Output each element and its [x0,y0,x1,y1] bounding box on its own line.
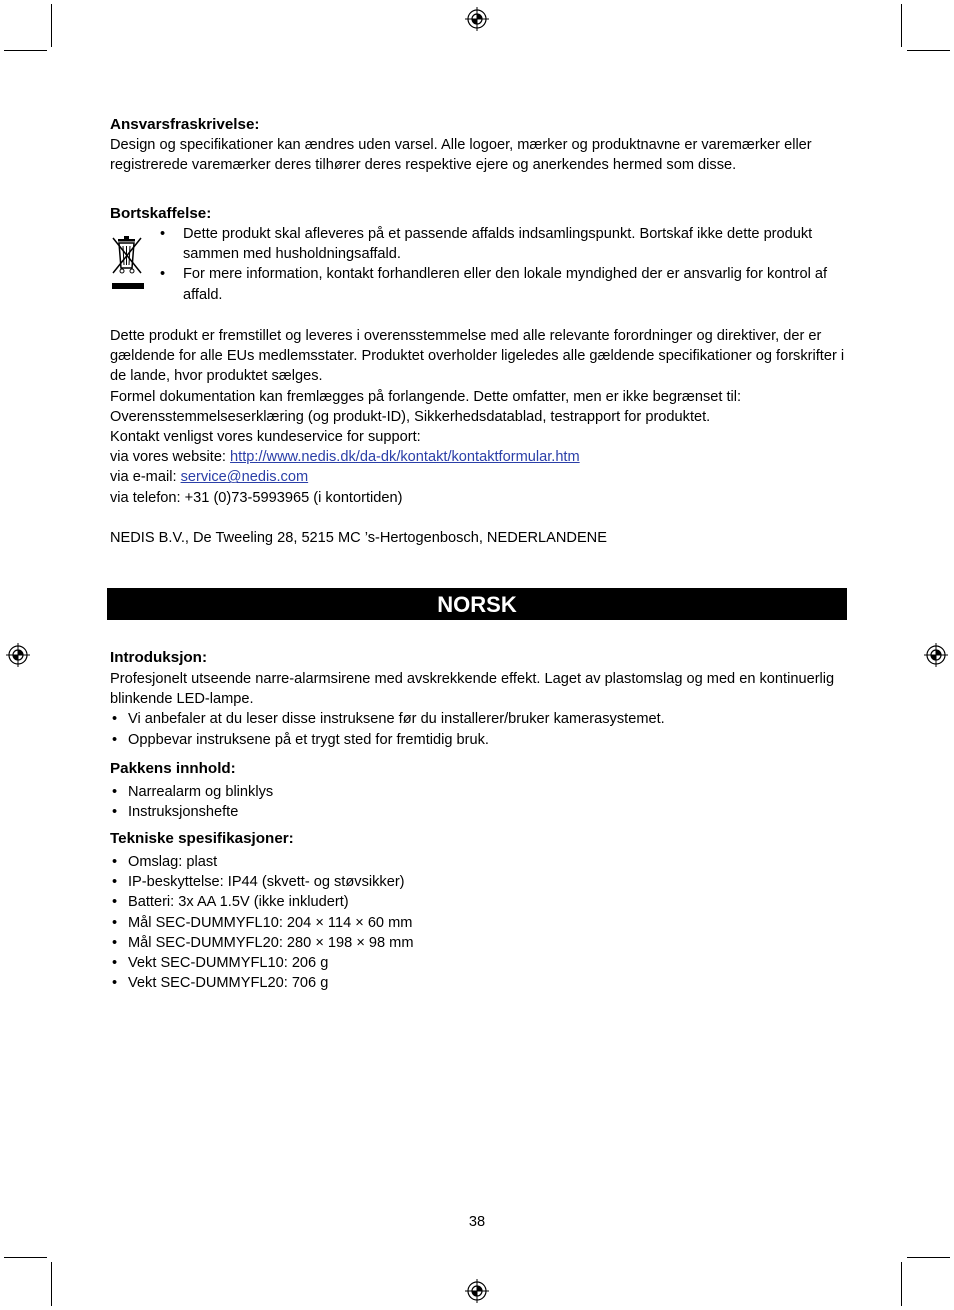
package-section [110,759,850,822]
registration-mark-icon [465,1279,489,1303]
list-item: • Vekt SEC-DUMMYFL10: 206 g [110,953,850,973]
list-item: • IP-beskyttelse: IP44 (skvett- og støvsikker) [110,872,850,892]
disclaimer-text: Design og specifikationer kan ændres uden varsel. Alle logoer, mærker og produktnavne er varemærker eller registrerede varemærker deres tilhører deres respektive ejere og anerkendes hermed som disse. [110,137,812,174]
intro-section [110,648,850,750]
registration-mark-icon [465,7,489,31]
website-prefix: via vores website: [110,449,231,466]
list-item: • Mål SEC-DUMMYFL10: 204 × 114 × 60 mm [110,913,850,933]
package-list [110,782,850,822]
company-address: NEDIS B.V., De Tweeling 28, 5215 MC ’s-Hertogenbosch, NEDERLANDENE [110,530,607,546]
intro-text: Profesjonelt utseende narre-alarmsirene med avskrekkende effekt. Laget av plastomslag og med en kontinuerlig blinkende LED-lampe. [110,671,835,708]
list-item: • Vi anbefaler at du leser disse instruksene før du installerer/bruker kamerasystemet. [110,709,850,729]
registration-mark-icon [924,643,948,667]
address-section [110,528,850,548]
list-item: • Mål SEC-DUMMYFL20: 280 × 198 × 98 mm [110,933,850,953]
specs-heading: Tekniske spesifikasjoner: [110,830,294,847]
specs-section [110,829,850,993]
phone-line: via telefon: +31 (0)73-5993965 (i kontortiden) [110,489,403,506]
specs-list [110,852,850,993]
crop-mark [4,1257,47,1258]
email-line [110,467,850,487]
crop-mark [51,1262,52,1306]
website-line [110,447,850,467]
compliance-section [110,326,850,508]
compliance-text: Dette produkt er fremstillet og leveres i overensstemmelse med alle relevante forordninger og direktiver, der er gældende for alle EUs medlemsstater. Produktet overholder ligeledes alle gældende specifikationer og forskrifter i de lande, hvor produktet sælges. [110,328,845,385]
crop-mark [907,50,950,51]
intro-heading: Introduksjon: [110,649,208,666]
list-item: • Narrealarm og blinklys [110,782,850,802]
list-item: • For mere information, kontakt forhandleren eller den lokale myndighed der er ansvarlig for kontrol af affald. [110,264,850,304]
list-item: • Dette produkt skal afleveres på et passende affalds indsamlingspunkt. Bortskaf ikke dette produkt sammen med husholdningsaffald. [110,224,850,264]
list-item: • Vekt SEC-DUMMYFL20: 706 g [110,973,850,993]
package-heading: Pakkens innhold: [110,760,236,777]
language-banner: NORSK [107,588,847,620]
email-link[interactable]: service@nedis.com [180,469,309,486]
crop-mark [907,1257,950,1258]
list-item: • Batteri: 3x AA 1.5V (ikke inkludert) [110,892,850,912]
list-item: • Oppbevar instruksene på et trygt sted for fremtidig bruk. [110,730,850,750]
disclaimer-heading: Ansvarsfraskrivelse: [110,116,260,133]
crop-mark [901,1262,902,1306]
compliance-text: Kontakt venligst vores kundeservice for support: [110,429,421,446]
crop-mark [901,4,902,47]
email-prefix: via e-mail: [110,469,181,486]
crop-mark [51,4,52,47]
crop-mark [4,50,47,51]
intro-list [110,709,850,749]
disposal-section [110,204,850,305]
website-link[interactable]: http://www.nedis.dk/da-dk/kontakt/kontaktformular.htm [230,449,580,466]
disclaimer-section [110,115,850,175]
registration-mark-icon [6,643,30,667]
crossed-out-bin-icon [110,235,146,293]
compliance-text: Formel dokumentation kan fremlægges på forlangende. Dette omfatter, men er ikke begrænset til: Overensstemmelseserklæring (og produkt-ID), Sikkerhedsdatablad, testrapport for produktet. [110,388,742,425]
list-item: • Omslag: plast [110,852,850,872]
disposal-list [110,224,850,305]
list-item: • Instruksjonshefte [110,802,850,822]
disposal-heading: Bortskaffelse: [110,205,212,222]
page-number: 38 [468,1214,486,1230]
